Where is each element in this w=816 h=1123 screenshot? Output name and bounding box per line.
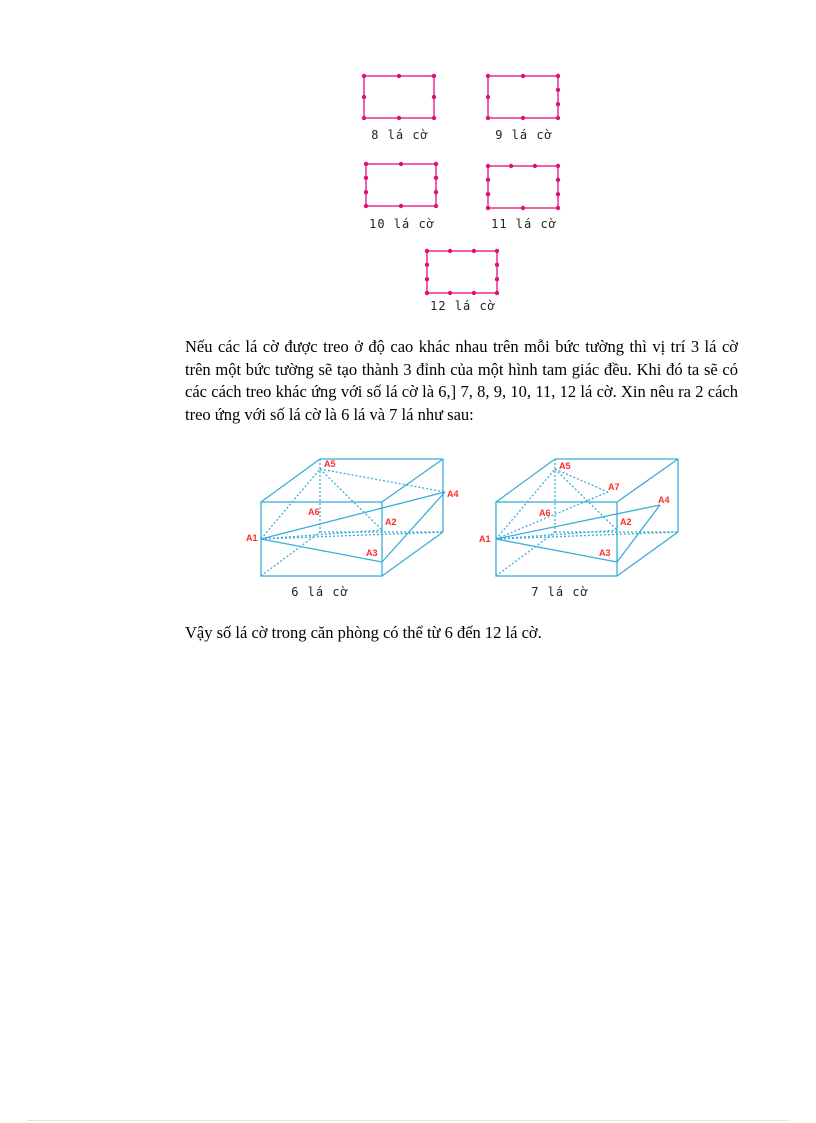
- wall-rectangle: [488, 166, 558, 208]
- wall-rectangle: [364, 76, 434, 118]
- flag-dot: [425, 277, 429, 281]
- flag-dot: [521, 206, 525, 210]
- page-footer-divider: [28, 1120, 788, 1121]
- label-a3: A3: [366, 548, 378, 558]
- caption-12-flags: 12 lá cờ: [430, 299, 496, 313]
- caption-11-flags: 11 lá cờ: [491, 217, 557, 231]
- flag-dot: [448, 291, 452, 295]
- flag-dot: [434, 176, 438, 180]
- label-a4: A4: [447, 489, 459, 499]
- flag-dot: [448, 249, 452, 253]
- flag-dot: [556, 178, 560, 182]
- label-a1: A1: [479, 534, 491, 544]
- label-a4: A4: [658, 495, 670, 505]
- label-a5: A5: [559, 461, 571, 471]
- caption-7-flags: 7 lá cờ: [531, 585, 589, 599]
- visible-edge: [382, 459, 443, 502]
- flag-dot: [495, 249, 499, 253]
- visible-edge: [382, 532, 443, 576]
- hidden-edge: [261, 532, 443, 539]
- caption-8-flags: 8 lá cờ: [371, 128, 429, 142]
- box-diagram-7-flags: [475, 455, 705, 580]
- flag-dot: [486, 164, 490, 168]
- label-a2: A2: [620, 517, 632, 527]
- rect-diagram-11: [484, 162, 564, 210]
- flag-dot: [472, 291, 476, 295]
- caption-10-flags: 10 lá cờ: [369, 217, 435, 231]
- flag-dot: [486, 95, 490, 99]
- hidden-edge: [555, 469, 608, 492]
- flag-dot: [486, 116, 490, 120]
- flag-dot: [425, 291, 429, 295]
- flag-dot: [364, 190, 368, 194]
- flag-dot: [486, 74, 490, 78]
- hidden-edge: [261, 469, 320, 539]
- flag-dot: [486, 192, 490, 196]
- conclusion-text: Vậy số lá cờ trong căn phòng có thể từ 6 đến 12 lá cờ.: [185, 623, 542, 642]
- flag-dot: [556, 116, 560, 120]
- flag-dot: [533, 164, 537, 168]
- caption-9-flags: 9 lá cờ: [495, 128, 553, 142]
- label-a2: A2: [385, 517, 397, 527]
- label-a6: A6: [308, 507, 320, 517]
- flag-dot: [486, 178, 490, 182]
- flag-dot: [399, 162, 403, 166]
- flag-dot: [556, 88, 560, 92]
- rect-diagram-12: [423, 247, 503, 295]
- flag-dot: [486, 206, 490, 210]
- wall-rectangle: [427, 251, 497, 293]
- flag-dot: [495, 277, 499, 281]
- label-a1: A1: [246, 533, 258, 543]
- visible-edge: [382, 492, 445, 562]
- label-a6: A6: [539, 508, 551, 518]
- label-a3: A3: [599, 548, 611, 558]
- flag-dot: [364, 204, 368, 208]
- flag-dot: [434, 162, 438, 166]
- flag-dot: [556, 206, 560, 210]
- hidden-edge: [496, 530, 617, 539]
- flag-dot: [521, 116, 525, 120]
- flag-dot: [434, 204, 438, 208]
- flag-dot: [472, 249, 476, 253]
- rect-diagram-8: [360, 72, 440, 120]
- flag-dot: [399, 204, 403, 208]
- caption-6-flags: 6 lá cờ: [291, 585, 349, 599]
- flag-dot: [432, 95, 436, 99]
- wall-rectangle: [488, 76, 558, 118]
- box-diagram-6-flags: [240, 455, 470, 580]
- flag-dot: [432, 116, 436, 120]
- flag-dot: [364, 176, 368, 180]
- explanation-paragraph: Nếu các lá cờ được treo ở độ cao khác nhau trên mỗi bức tường thì vị trí 3 lá cờ trên một bức tường sẽ tạo thành 3 đỉnh của một hình tam giác đều. Khi đó ta sẽ có các cách treo khác ứng với số lá cờ là 6,] 7, 8, 9, 10, 11, 12 lá cờ. Xin nêu ra 2 cách treo ứng với số lá cờ là 6 lá và 7 lá như sau:: [185, 337, 738, 424]
- flag-dot: [556, 102, 560, 106]
- flag-dot: [556, 164, 560, 168]
- flag-dot: [556, 74, 560, 78]
- flag-dot: [425, 249, 429, 253]
- rect-diagram-9: [484, 72, 564, 120]
- flag-dot: [509, 164, 513, 168]
- flag-dot: [362, 74, 366, 78]
- flag-dot: [495, 263, 499, 267]
- flag-dot: [397, 74, 401, 78]
- hidden-edge: [320, 469, 445, 492]
- visible-edge: [261, 539, 382, 562]
- flag-dot: [364, 162, 368, 166]
- flag-dot: [521, 74, 525, 78]
- wall-rectangle: [366, 164, 436, 206]
- flag-dot: [556, 192, 560, 196]
- flag-dot: [425, 263, 429, 267]
- flag-dot: [495, 291, 499, 295]
- flag-dot: [362, 95, 366, 99]
- flag-dot: [432, 74, 436, 78]
- rect-diagram-10: [362, 160, 442, 208]
- visible-edge: [617, 532, 678, 576]
- label-a5: A5: [324, 459, 336, 469]
- flag-dot: [434, 190, 438, 194]
- flag-dot: [397, 116, 401, 120]
- flag-dot: [362, 116, 366, 120]
- label-a7: A7: [608, 482, 620, 492]
